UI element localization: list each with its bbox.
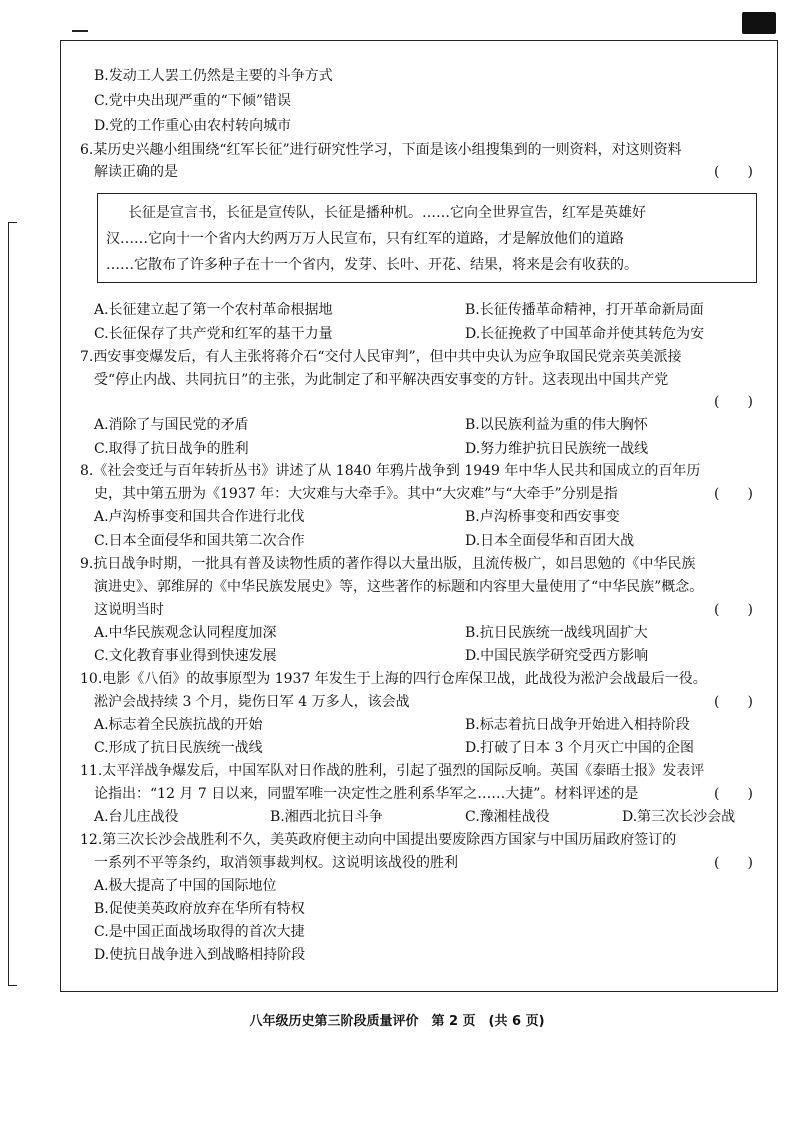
q9-answer-blank[interactable]: ( ): [714, 602, 753, 618]
q12-stem-line-1: 12.第三次长沙会战胜利不久，美英政府便主动向中国提出要废除西方国家与中国历届政府签订的: [80, 832, 677, 848]
q12-answer-blank[interactable]: ( ): [714, 855, 753, 871]
q8-stem-line-1: 8.《社会变迁与百年转折丛书》讲述了从 1840 年鸦片战争到 1949 年中华人民共和国成立的百年历: [80, 463, 701, 479]
q8-option-b[interactable]: B.卢沟桥事变和西安事变: [465, 509, 620, 525]
q11-stem-line-1: 11.太平洋战争爆发后，中国军队对日作战的胜利，引起了强烈的国际反响。英国《泰晤士报》发表评: [80, 763, 705, 779]
q11-answer-blank[interactable]: ( ): [714, 786, 753, 802]
q12-option-c[interactable]: C.是中国正面战场取得的首次大捷: [94, 924, 305, 940]
q10-stem-line-2: 淞沪会战持续 3 个月，毙伤日军 4 万多人，该会战: [94, 694, 410, 710]
q7-answer-blank[interactable]: ( ): [714, 394, 753, 410]
q12-option-b[interactable]: B.促使美英政府放弃在华所有特权: [94, 901, 305, 917]
q6-answer-blank[interactable]: ( ): [714, 164, 753, 180]
q8-option-c[interactable]: C.日本全面侵华和国共第二次合作: [94, 533, 305, 549]
q8-option-a[interactable]: A.卢沟桥事变和国共合作进行北伐: [94, 509, 305, 525]
q11-option-a[interactable]: A.台儿庄战役: [94, 809, 179, 825]
q10-stem-line-1: 10.电影《八佰》的故事原型为 1937 年发生于上海的四行仓库保卫战，此战役为淞沪会战最后一役。: [80, 671, 707, 687]
q6-quote-line-1: 长征是宣言书，长征是宣传队，长征是播种机。……它向全世界宣告，红军是英雄好: [128, 205, 646, 221]
q11-option-d[interactable]: D.第三次长沙会战: [622, 809, 736, 825]
q5-option-b[interactable]: B.发动工人罢工仍然是主要的斗争方式: [94, 68, 333, 84]
q10-option-a[interactable]: A.标志着全民族抗战的开始: [94, 717, 263, 733]
q5-option-d[interactable]: D.党的工作重心由农村转向城市: [94, 118, 292, 134]
binding-margin-bracket: [8, 222, 17, 986]
q5-option-c[interactable]: C.党中央出现严重的“下倾”错误: [94, 93, 291, 109]
q7-option-a[interactable]: A.消除了与国民党的矛盾: [94, 417, 249, 433]
q10-option-c[interactable]: C.形成了抗日民族统一战线: [94, 740, 263, 756]
q6-quote-line-3: ……它散布了许多种子在十一个省内，发芽、长叶、开花、结果，将来是会有收获的。: [106, 257, 638, 273]
top-edge-mark: [72, 30, 88, 32]
q7-option-c[interactable]: C.取得了抗日战争的胜利: [94, 441, 249, 457]
q7-stem-line-2: 受“停止内战、共同抗日”的主张，为此制定了和平解决西安事变的方针。这表现出中国共产党: [94, 372, 669, 388]
q12-stem-line-2: 一系列不平等条约，取消领事裁判权。这说明该战役的胜利: [94, 855, 458, 871]
q9-option-c[interactable]: C.文化教育事业得到快速发展: [94, 648, 277, 664]
q10-answer-blank[interactable]: ( ): [714, 694, 753, 710]
q7-option-b[interactable]: B.以民族利益为重的伟大胸怀: [465, 417, 648, 433]
q11-option-c[interactable]: C.豫湘桂战役: [465, 809, 550, 825]
q9-stem-line-2: 演进史》、郭维屏的《中华民族发展史》等，这些著作的标题和内容里大量使用了“中华民族”概念。: [94, 579, 704, 595]
q12-option-a[interactable]: A.极大提高了中国的国际地位: [94, 878, 277, 894]
q10-option-d[interactable]: D.打破了日本 3 个月灭亡中国的企图: [465, 740, 694, 756]
q8-stem-line-2: 史，其中第五册为《1937 年：大灾难与大牵手》。其中“大灾难”与“大牵手”分别是指: [94, 486, 618, 502]
q7-option-d[interactable]: D.努力维护抗日民族统一战线: [465, 441, 649, 457]
q6-option-d[interactable]: D.长征挽救了中国革命并使其转危为安: [465, 326, 705, 342]
q6-stem-line-1: 6.某历史兴趣小组围绕“红军长征”进行研究性学习，下面是该小组搜集到的一则资料，对这则资料: [80, 142, 682, 158]
q8-answer-blank[interactable]: ( ): [714, 486, 753, 502]
q9-option-b[interactable]: B.抗日民族统一战线巩固扩大: [465, 625, 648, 641]
q10-option-b[interactable]: B.标志着抗日战争开始进入相持阶段: [465, 717, 690, 733]
corner-marker: [742, 12, 776, 34]
q6-option-c[interactable]: C.长征保存了共产党和红军的基干力量: [94, 326, 333, 342]
q6-stem-line-2: 解读正确的是: [94, 164, 178, 180]
q9-option-d[interactable]: D.中国民族学研究受西方影响: [465, 648, 649, 664]
q6-option-a[interactable]: A.长征建立起了第一个农村革命根据地: [94, 302, 333, 318]
q6-quote-line-2: 汉……它向十一个省内大约两万万人民宣布，只有红军的道路，才是解放他们的道路: [106, 231, 624, 247]
q9-option-a[interactable]: A.中华民族观念认同程度加深: [94, 625, 277, 641]
q6-option-b[interactable]: B.长征传播革命精神，打开革命新局面: [465, 302, 704, 318]
q12-option-d[interactable]: D.使抗日战争进入到战略相持阶段: [94, 947, 306, 963]
q11-option-b[interactable]: B.湘西北抗日斗争: [270, 809, 383, 825]
q8-option-d[interactable]: D.日本全面侵华和百团大战: [465, 533, 635, 549]
q6-quote-box: [97, 193, 757, 283]
q11-stem-line-2: 论指出：“12 月 7 日以来，同盟军唯一决定性之胜利系华军之……大捷”。材料评述的是: [94, 786, 639, 802]
q7-stem-line-1: 7.西安事变爆发后，有人主张将蒋介石“交付人民审判”，但中共中央认为应争取国民党亲英美派接: [80, 349, 682, 365]
q9-stem-line-1: 9.抗日战争时期，一批具有普及读物性质的著作得以大量出版，且流传极广，如吕思勉的《中华民族: [80, 556, 696, 572]
q9-stem-line-3: 这说明当时: [94, 602, 164, 618]
page-footer: 八年级历史第三阶段质量评价 第 2 页 (共 6 页): [249, 1014, 545, 1029]
